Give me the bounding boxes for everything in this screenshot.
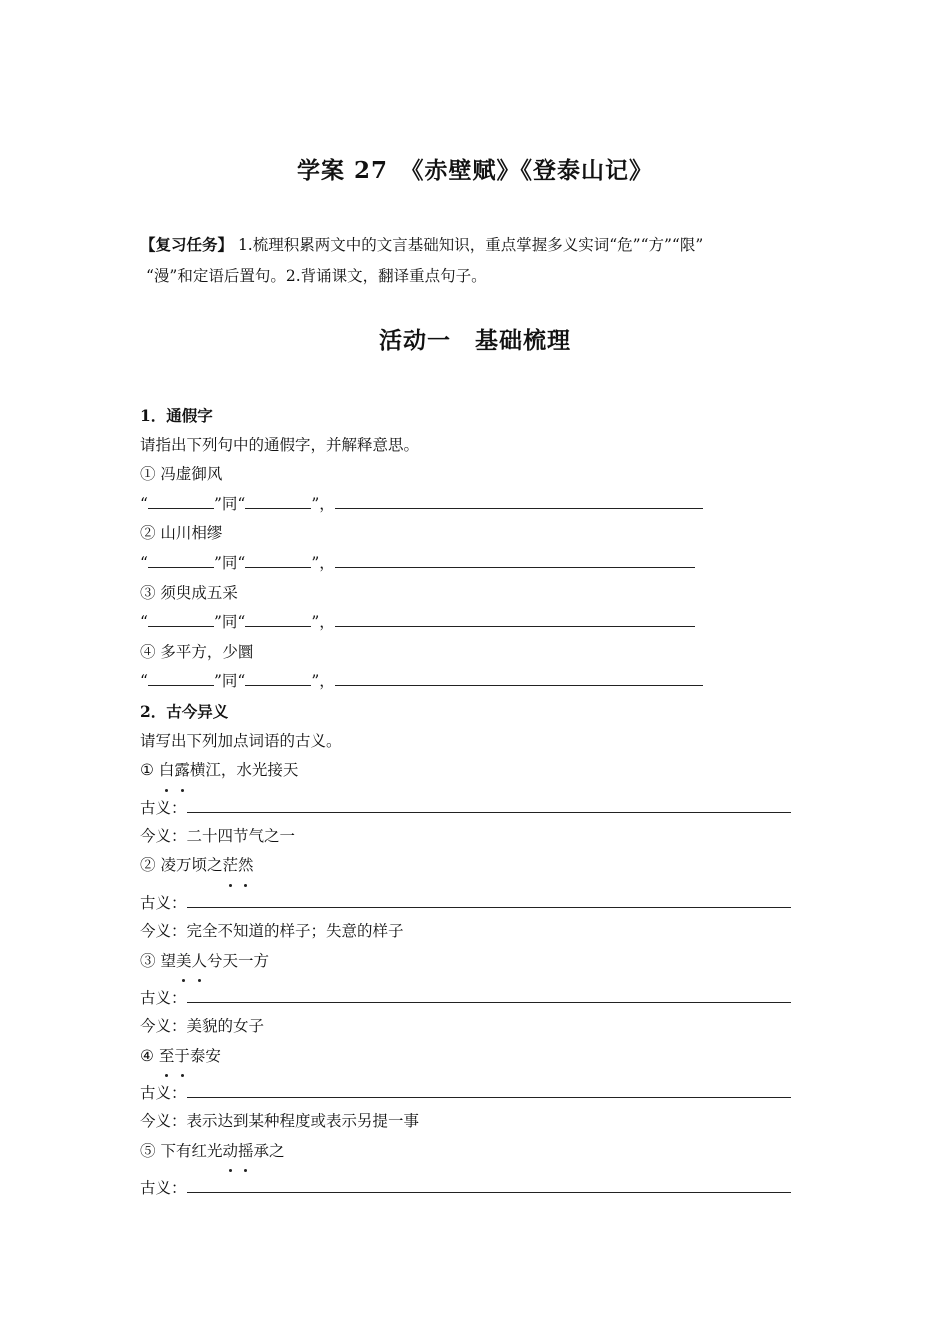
page-title: 学案 27 《赤壁赋》《登泰山记》 [296, 157, 653, 184]
answer-blank[interactable] [187, 1079, 791, 1098]
dotted-char: 美 [176, 947, 192, 977]
gujin-heading: 2．古今异义 [140, 701, 229, 721]
answer-blank[interactable] [335, 490, 703, 509]
tongjia-item: ④ 多平方，少圜 [140, 642, 254, 661]
dotted-char: 于 [174, 1042, 190, 1072]
answer-blank[interactable] [148, 549, 214, 568]
task-text-1: 1.梳理积累两文中的文言基础知识，重点掌握多义实词“危”“方”“限” [233, 236, 704, 254]
answer-blank[interactable] [148, 490, 214, 509]
gu-answer-row: 古义： [140, 786, 800, 822]
tongjia-answer-row: “ ”同“ ”， [140, 490, 800, 520]
tongjia-instruction: 请指出下列句中的通假字，并解释意思。 [140, 435, 420, 454]
answer-blank[interactable] [187, 1174, 791, 1193]
tongjia-answer-row: “ ”同“ ”， [140, 549, 800, 579]
gujin-item: ① 白露横江，水光接天 [140, 756, 800, 786]
review-task [140, 229, 810, 292]
answer-blank[interactable] [148, 608, 214, 627]
answer-blank[interactable] [335, 667, 703, 686]
task-line-1 [140, 229, 810, 261]
answer-blank[interactable] [335, 608, 695, 627]
task-line-2: “漫”和定语后置句。2.背诵课文，翻译重点句子。 [146, 267, 487, 285]
gujin-item: ④ 至于泰安 [140, 1042, 800, 1072]
gu-answer-row: 古义： [140, 881, 800, 917]
tongjia-answer-row: “ ”同“ ”， [140, 608, 800, 638]
gujin-item: ⑤ 下有红光动摇承之 [140, 1137, 800, 1167]
dotted-char: 然 [238, 851, 254, 881]
dotted-char: 人 [191, 947, 207, 977]
gujin-instruction: 请写出下列加点词语的古义。 [140, 731, 342, 750]
answer-blank[interactable] [245, 490, 311, 509]
gujin-item: ② 凌万顷之茫然 [140, 851, 800, 881]
task-tag: 【复习任务】 [140, 235, 234, 254]
dotted-char: 白 [159, 756, 175, 786]
dotted-char: 至 [159, 1042, 175, 1072]
section-title: 活动一 基础梳理 [379, 327, 571, 354]
jin-meaning: 今义：表示达到某种程度或表示另提一事 [140, 1112, 420, 1131]
tongjia-heading: 1．通假字 [140, 406, 213, 425]
exercise-content [140, 401, 800, 1202]
gu-answer-row: 古义： [140, 976, 800, 1012]
tongjia-item: ① 冯虚御风 [140, 465, 223, 484]
gujin-item: ③ 望美人兮天一方 [140, 947, 800, 977]
gu-answer-row: 古义： [140, 1166, 800, 1202]
gu-answer-row: 古义： [140, 1071, 800, 1107]
jin-meaning: 今义：完全不知道的样子；失意的样子 [140, 921, 404, 940]
dotted-char: 露 [174, 756, 190, 786]
answer-blank[interactable] [245, 667, 311, 686]
jin-meaning: 今义：美貌的女子 [140, 1017, 265, 1036]
dotted-char: 茫 [222, 851, 238, 881]
tongjia-item: ② 山川相缪 [140, 524, 223, 543]
tongjia-answer-row: “ ”同“ ”， [140, 667, 800, 697]
answer-blank[interactable] [148, 667, 214, 686]
answer-blank[interactable] [245, 608, 311, 627]
answer-blank[interactable] [187, 889, 791, 908]
answer-blank[interactable] [187, 984, 791, 1003]
dotted-char: 动 [222, 1137, 238, 1167]
dotted-char: 摇 [238, 1137, 254, 1167]
answer-blank[interactable] [335, 549, 695, 568]
answer-blank[interactable] [187, 794, 791, 813]
tongjia-item: ③ 须臾成五采 [140, 583, 238, 602]
jin-meaning: 今义：二十四节气之一 [140, 826, 296, 845]
answer-blank[interactable] [245, 549, 311, 568]
